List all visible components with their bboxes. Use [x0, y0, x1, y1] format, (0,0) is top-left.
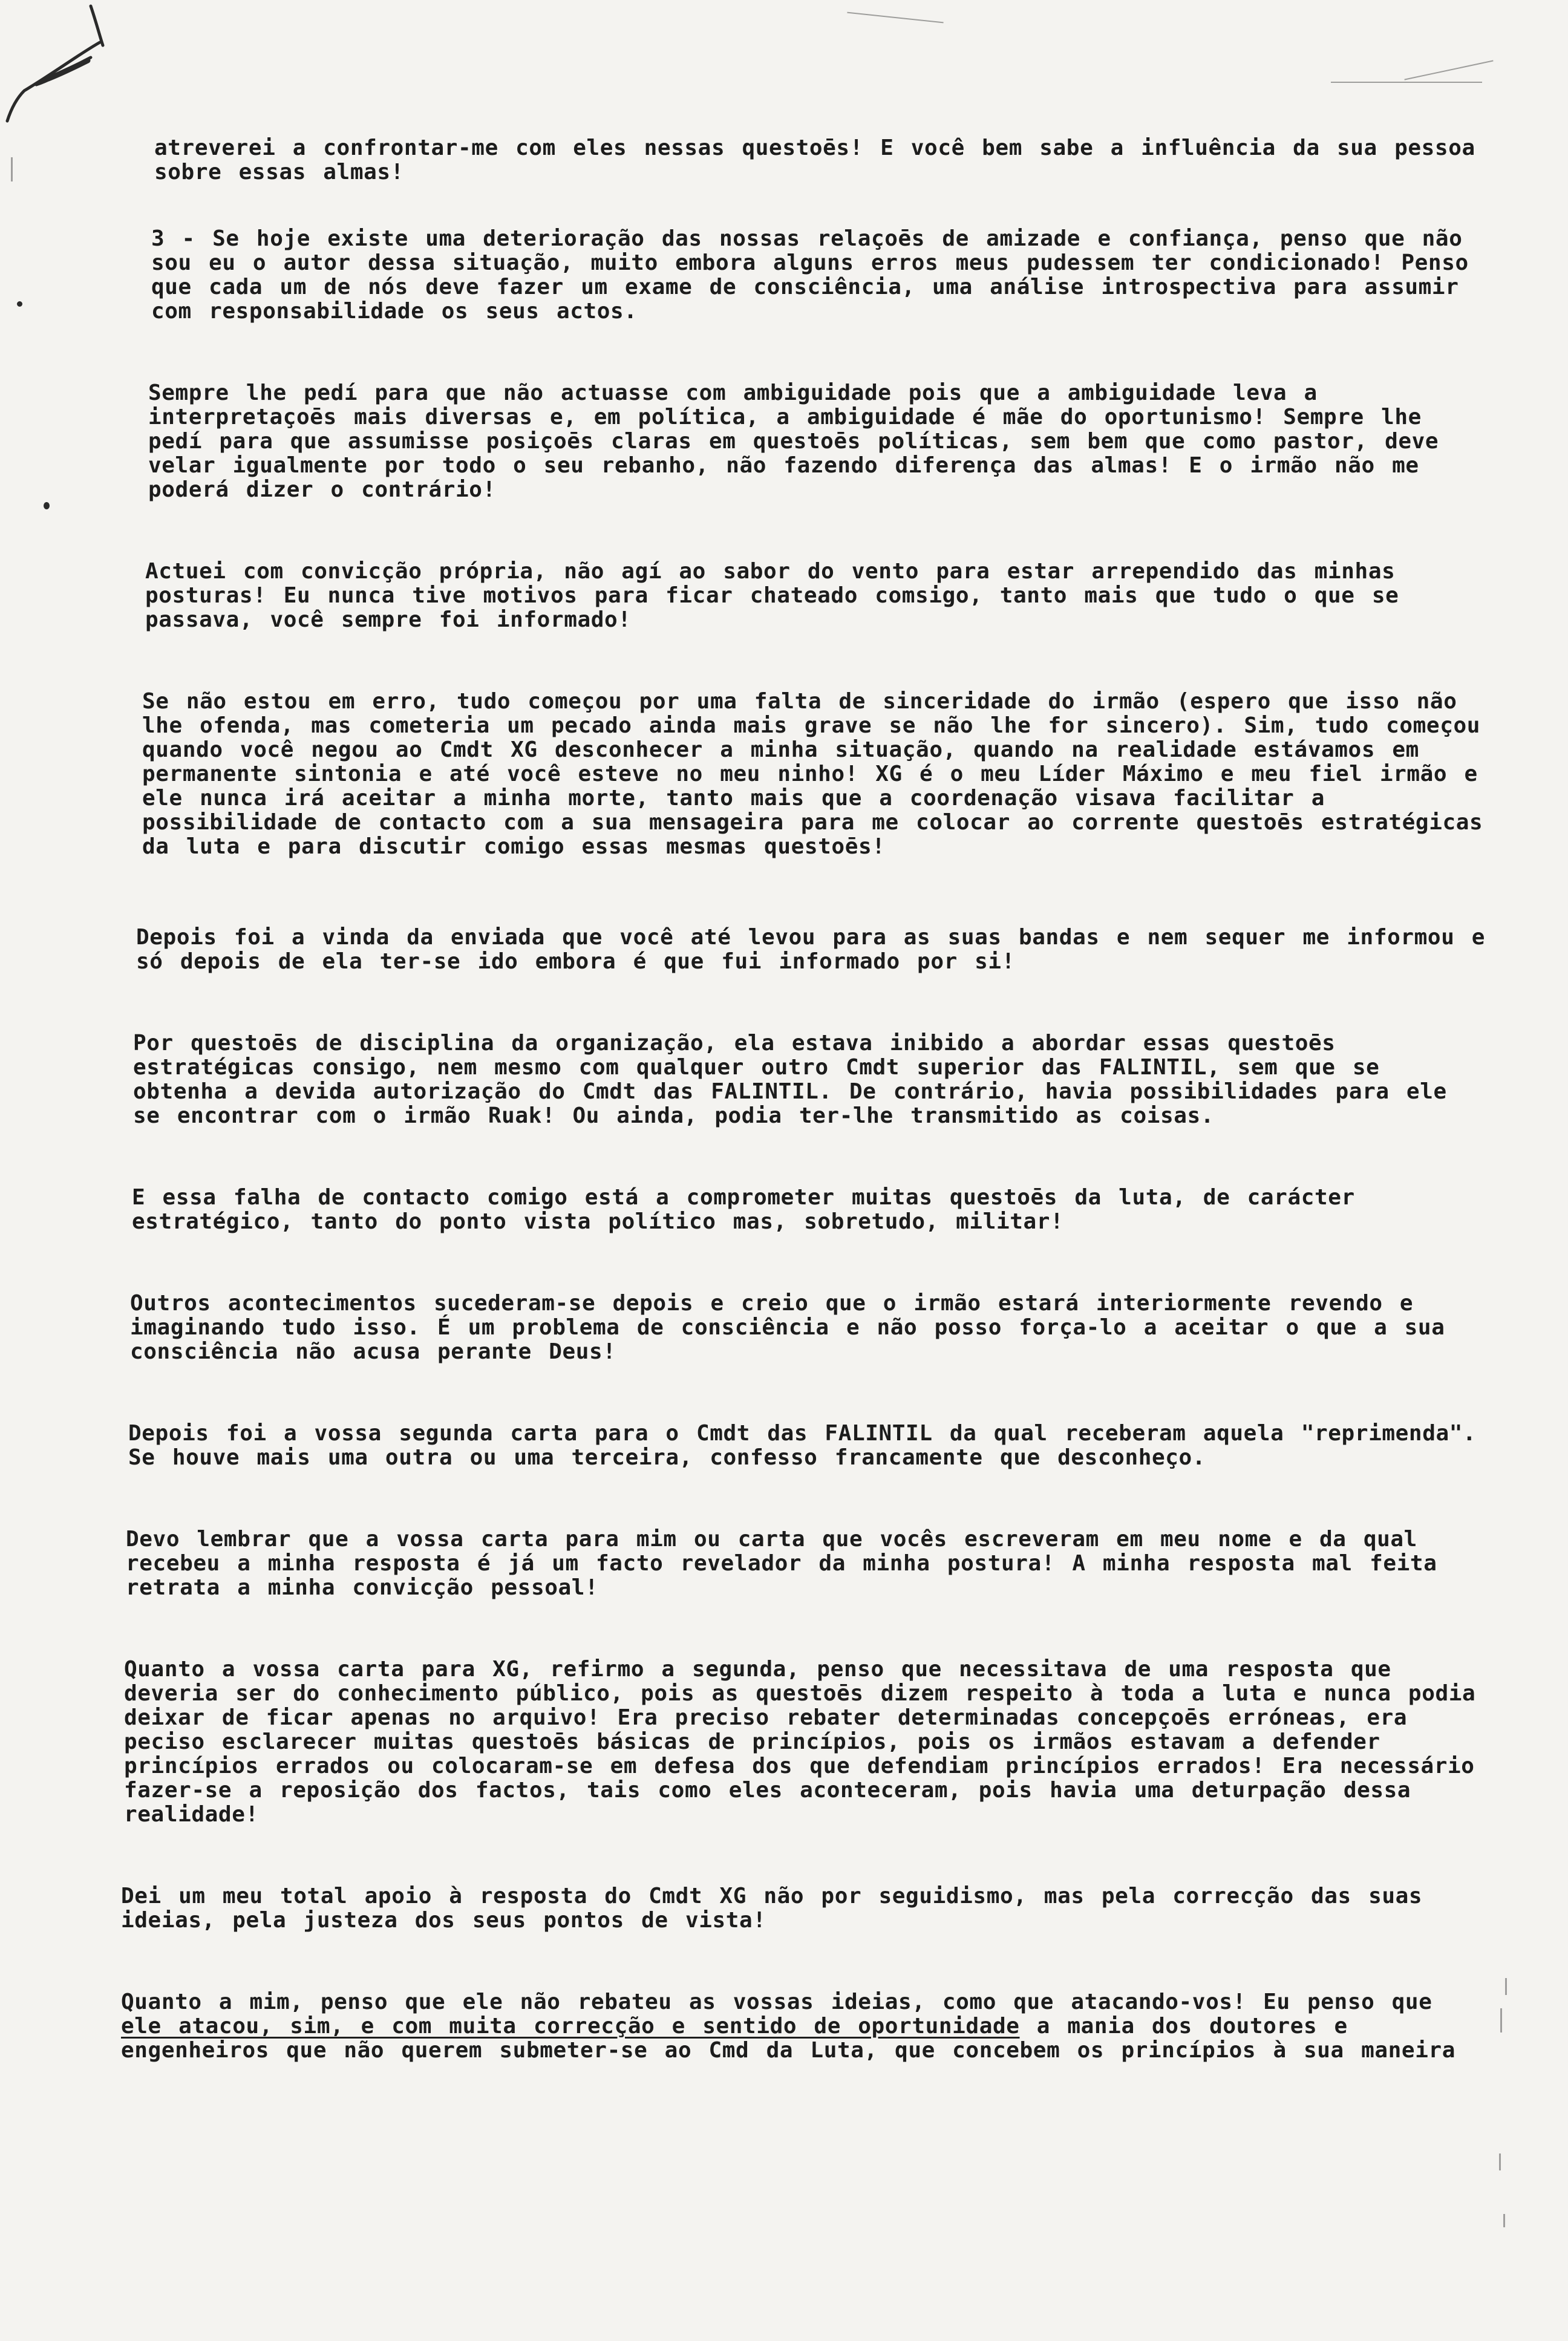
paragraph: Actuei com convicção própria, não agí ao sabor do vento para estar arrependido das minhas posturas! Eu nunca tive motivos para ficar chateado comsigo, tanto mais que tudo o que se passava, você sempre foi informado!: [145, 559, 1399, 632]
paragraph: Outros acontecimentos sucederam-se depois e creio que o irmão estará interiormente revendo e imaginando tudo isso. É um problema de consciência e não posso força-lo a aceitar o que a sua consciência não acusa perante Deus!: [130, 1291, 1445, 1364]
paragraph: Dei um meu total apoio à resposta do Cmdt XG não por seguidismo, mas pela correcção das suas ideias, pela justeza dos seus pontos de vista!: [121, 1884, 1423, 1933]
paragraph: Depois foi a vossa segunda carta para o Cmdt das FALINTIL da qual receberam aquela "reprimenda". Se houve mais uma outra ou uma terceira, confesso francamente que desconheço.: [128, 1421, 1477, 1470]
underlined-phrase: ele atacou, sim, e com muita correcção e sentido de oportunidade: [121, 2014, 1020, 2039]
letter-body: [121, 136, 1488, 2063]
margin-dot: [44, 502, 50, 509]
top-right-scan-mark-2: [1331, 82, 1482, 83]
paragraph: Sempre lhe pedí para que não actuasse com ambiguidade pois que a ambiguidade leva a interpretaçoēs mais diversas e, em política, a ambiguidade é mãe do oportunismo! Sempre lhe pedí para que assumisse posiçoēs claras em questoēs políticas, sem bem que como pastor, deve velar igualmente por todo o seu rebanho, não fazendo diferença das almas! E o irmão não me poderá dizer o contrário!: [148, 380, 1439, 502]
right-edge-mark: [1499, 2153, 1501, 2170]
left-edge-mark: [11, 157, 13, 181]
final-paragraph-start: Quanto a mim, penso que ele não rebateu as vossas ideias, como que atacando-vos! Eu penso que: [121, 1990, 1432, 2014]
right-edge-mark: [1503, 2214, 1505, 2227]
paragraph: Devo lembrar que a vossa carta para mim ou carta que vocês escreveram em meu nome e da qual recebeu a minha resposta é já um facto revelador da minha postura! A minha resposta mal feita retrata a minha convicção pessoal!: [126, 1527, 1437, 1600]
right-edge-mark: [1500, 2008, 1502, 2032]
paragraph: atreverei a confrontar-me com eles nessas questoēs! E você bem sabe a influência da sua pessoa sobre essas almas!: [154, 135, 1475, 184]
corner-doodle-mark: [0, 0, 139, 139]
right-edge-mark: [1505, 1978, 1507, 1995]
paragraph: Depois foi a vinda da enviada que você até levou para as suas bandas e nem sequer me informou e só depois de ela ter-se ido embora é que fui informado por si!: [136, 925, 1486, 974]
top-scan-mark: [847, 12, 943, 24]
margin-dot: [17, 301, 22, 307]
paragraph: 3 - Se hoje existe uma deterioração das nossas relaçoēs de amizade e confiança, penso que não sou eu o autor dessa situação, muito embora alguns erros meus pudessem ter condicionado! Penso que cada um de nós deve fazer um exame de consciência, uma análise introspectiva para assumir com responsabilidade os seus actos.: [151, 226, 1469, 324]
paragraph: E essa falha de contacto comigo está a comprometer muitas questoēs da luta, de carácter estratégico, tanto do ponto vista político mas, sobretudo, militar!: [132, 1185, 1355, 1234]
paragraph: Se não estou em erro, tudo começou por uma falta de sinceridade do irmão (espero que isso não lhe ofenda, mas cometeria um pecado ainda mais grave se não lhe for sincero). Sim, tudo começou quando você negou ao Cmdt XG desconhecer a minha situação, quando na realidade estávamos em permanente sintonia e até você esteve no meu ninho! XG é o meu Líder Máximo e meu fiel irmão e ele nunca irá aceitar a minha morte, tanto mais que a coordenação visava facilitar a possibilidade de contacto com a sua mensageira para me colocar ao corrente questoēs estratégicas da luta e para discutir comigo essas mesmas questoēs!: [142, 689, 1483, 859]
paragraph: Quanto a vossa carta para XG, refirmo a segunda, penso que necessitava de uma resposta que deveria ser do conhecimento público, pois as questoēs dizem respeito à toda a luta e nunca podia deixar de ficar apenas no arquivo! Era preciso rebater determinadas concepçoēs erróneas, era peciso esclarecer muitas questoēs básicas de princípios, pois os irmãos estavam a defender princípios errados ou colocaram-se em defesa dos que defendiam princípios errados! Era necessário fazer-se a reposição dos factos, tais como eles aconteceram, pois havia uma deturpação dessa realidade!: [124, 1657, 1476, 1827]
paragraph: Por questoēs de disciplina da organização, ela estava inibido a abordar essas questoēs estratégicas consigo, nem mesmo com qualquer outro Cmdt superior das FALINTIL, sem que se obtenha a devida autorização do Cmdt das FALINTIL. De contrário, havia possibilidades para ele se encontrar com o irmão Ruak! Ou ainda, podia ter-lhe transmitido as coisas.: [133, 1031, 1447, 1128]
top-right-scan-mark: [1404, 60, 1493, 80]
final-paragraph-end: a mania dos doutores e engenheiros que não querem submeter-se ao Cmd da Luta, que concebem os princípios à sua maneira: [121, 2014, 1456, 2063]
final-paragraph: [121, 1990, 1488, 2063]
